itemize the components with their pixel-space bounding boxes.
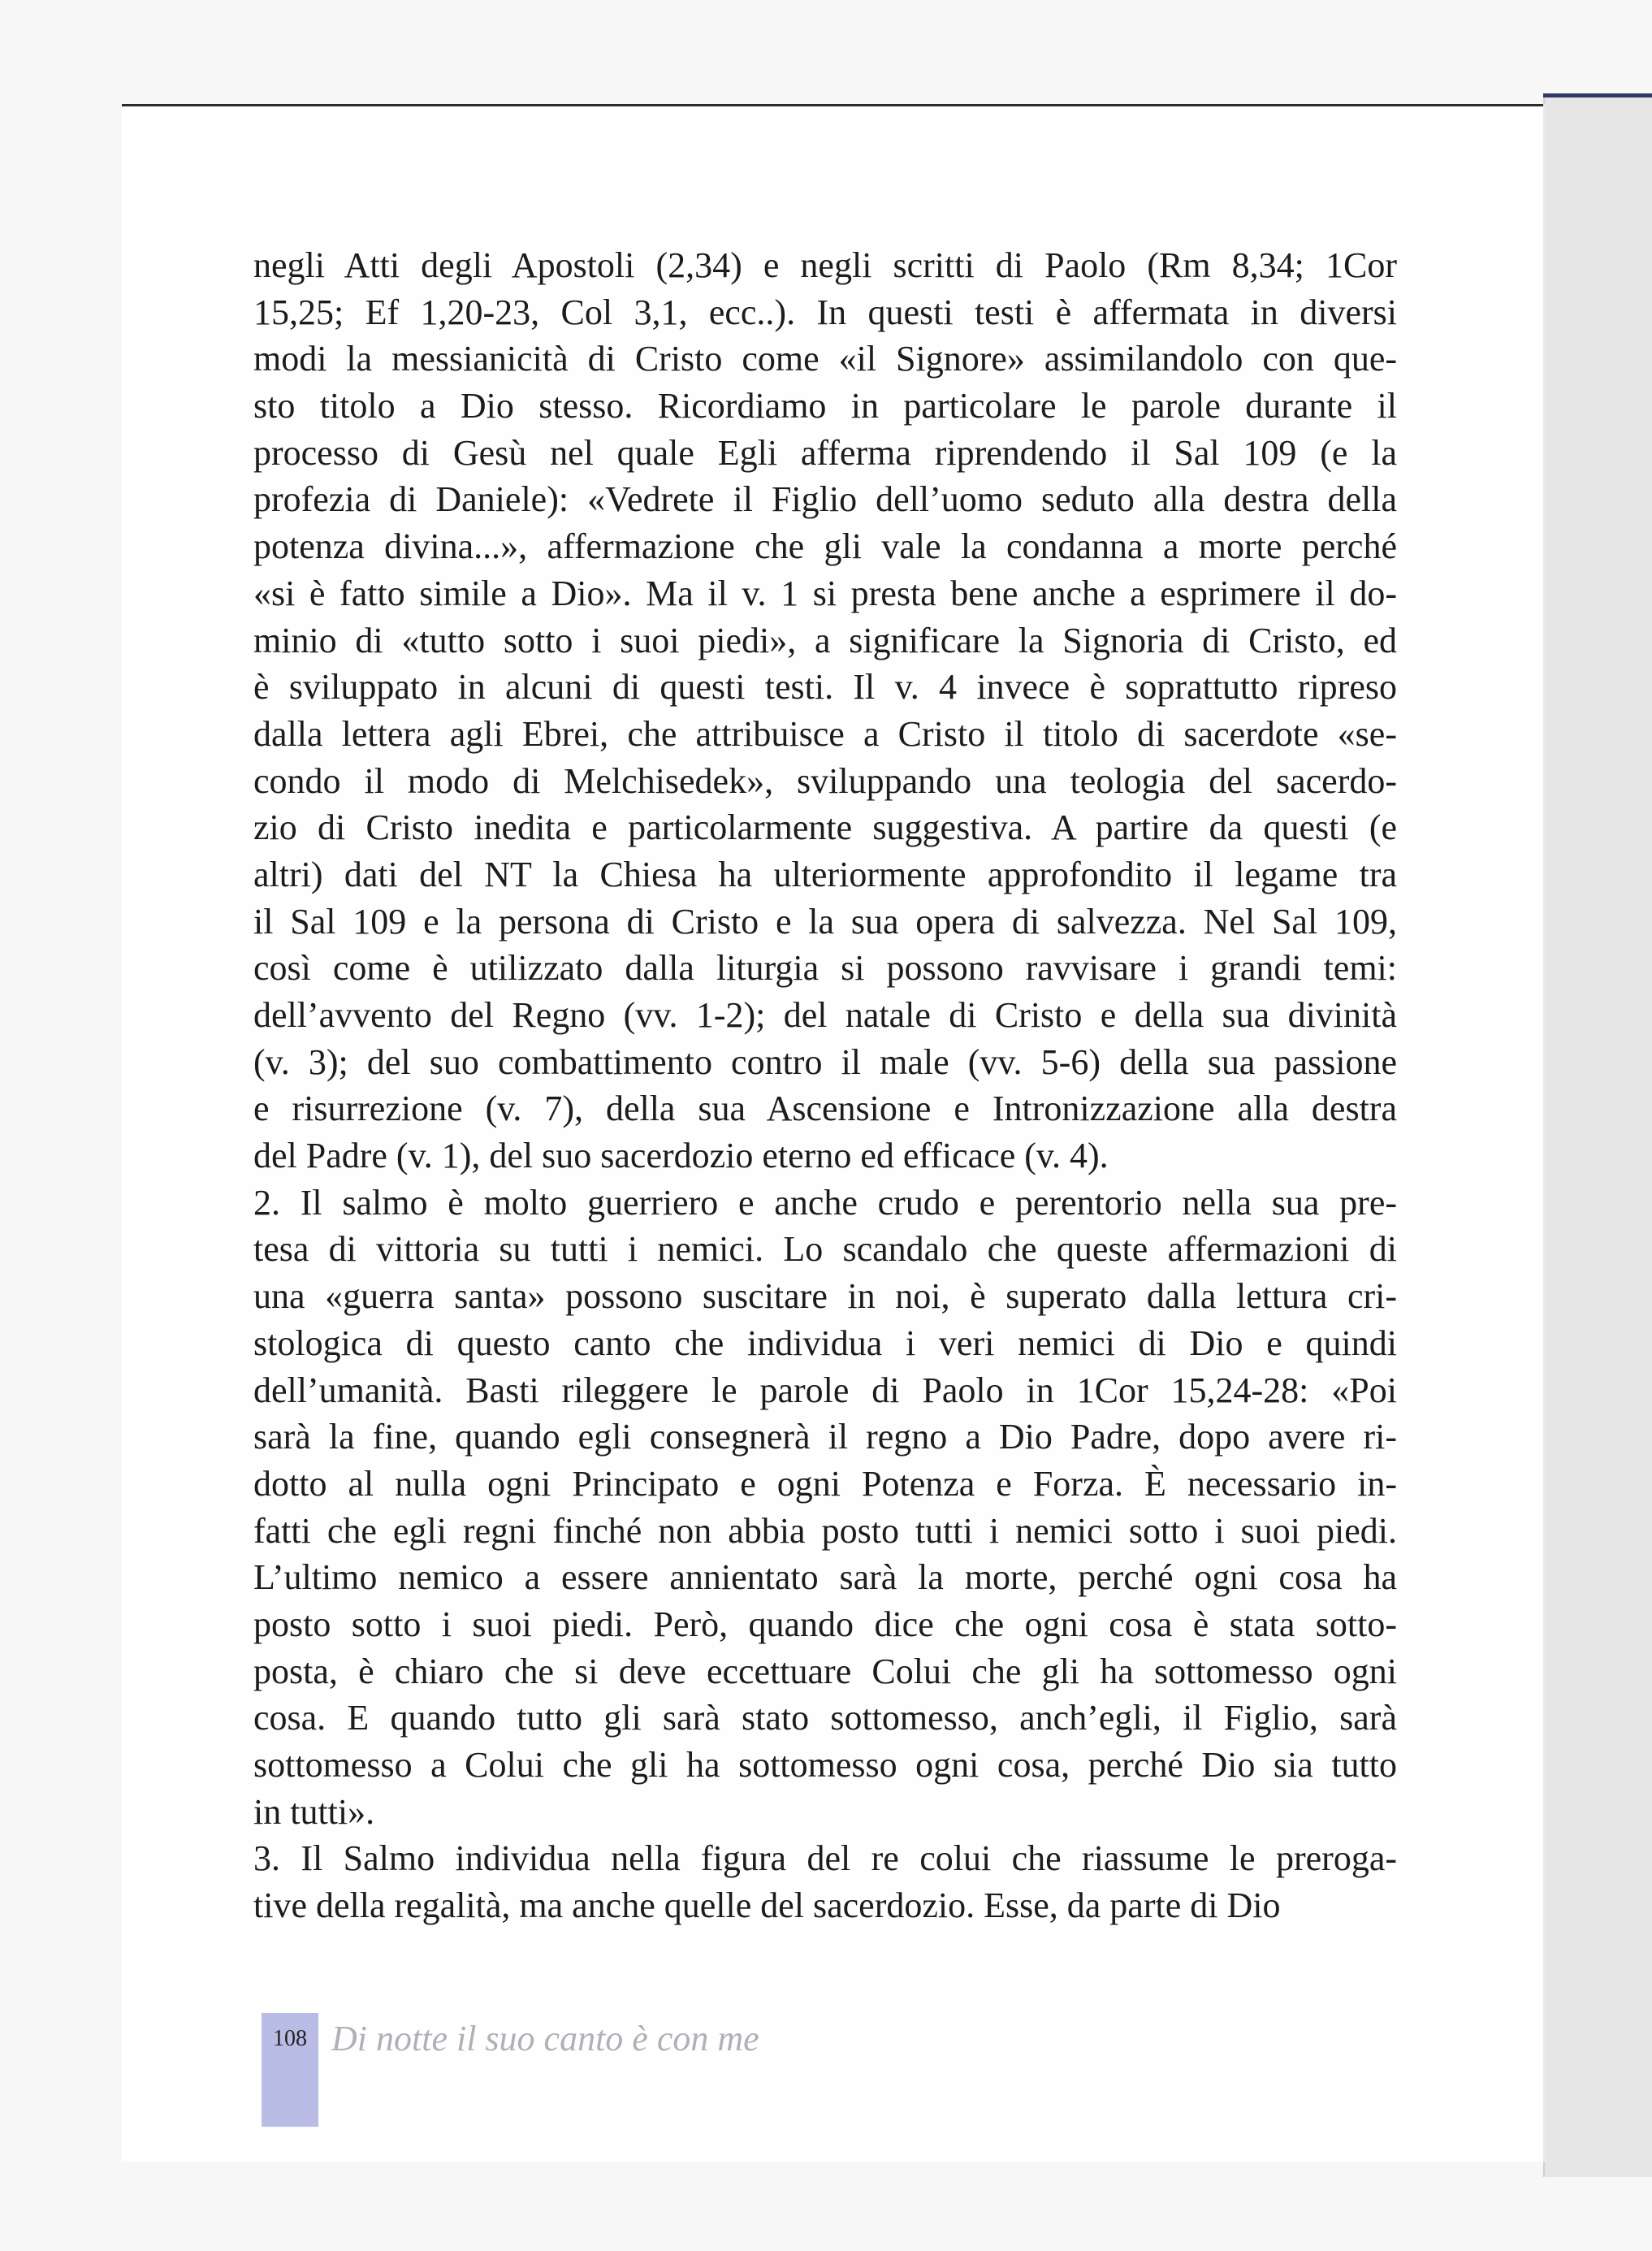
text-line: processo di Gesù nel quale Egli afferma riprendendo il Sal 109 (e la (253, 432, 1397, 473)
text-line: condo il modo di Melchisedek», sviluppando una teologia del sacerdo- (253, 760, 1397, 801)
text-line: in tutti». (253, 1791, 375, 1832)
text-line: del Padre (v. 1), del suo sacerdozio eterno ed efficace (v. 4). (253, 1136, 1109, 1176)
text-line: e risurrezione (v. 7), della sua Ascensione e Intronizzazione alla destra (253, 1089, 1397, 1129)
text-line: dalla lettera agli Ebrei, che attribuisce a Cristo il titolo di sacerdote «se- (253, 713, 1397, 754)
page-number: 108 (273, 2026, 307, 2051)
text-line: cosa. E quando tutto gli sarà stato sottomesso, anch’egli, il Figlio, sarà (253, 1698, 1397, 1738)
text-line: una «guerra santa» possono suscitare in noi, è superato dalla lettura cri- (253, 1276, 1397, 1317)
text-line: sottomesso a Colui che gli ha sottomesso ogni cosa, perché Dio sia tutto (253, 1745, 1397, 1785)
text-line: così come è utilizzato dalla liturgia si possono ravvisare i grandi temi: (253, 948, 1397, 989)
text-line: 2. Il salmo è molto guerriero e anche crudo e perentorio nella sua pre- (253, 1182, 1397, 1223)
text-line: tive della regalità, ma anche quelle del sacerdozio. Esse, da parte di Dio (253, 1885, 1281, 1926)
text-line: sto titolo a Dio stesso. Ricordiamo in particolare le parole durante il (253, 386, 1397, 426)
text-line: sarà la fine, quando egli consegnerà il regno a Dio Padre, dopo avere ri- (253, 1417, 1397, 1457)
text-line: posto sotto i suoi piedi. Però, quando dice che ogni cosa è stata sotto- (253, 1604, 1397, 1644)
text-line: dell’umanità. Basti rileggere le parole di Paolo in 1Cor 15,24-28: «Poi (253, 1370, 1397, 1410)
facing-page-edge (1543, 97, 1652, 2177)
text-line: (v. 3); del suo combattimento contro il male (vv. 5-6) della sua passione (253, 1041, 1397, 1082)
text-line: «si è fatto simile a Dio». Ma il v. 1 si presta bene anche a esprimere il do- (253, 573, 1397, 613)
text-line: negli Atti degli Apostoli (2,34) e negli scritti di Paolo (Rm 8,34; 1Cor (253, 245, 1397, 285)
text-line: potenza divina...», affermazione che gli vale la condanna a morte perché (253, 526, 1397, 567)
text-line: stologica di questo canto che individua i veri nemici di Dio e quindi (253, 1322, 1397, 1363)
text-line: 3. Il Salmo individua nella figura del re colui che riassume le preroga- (253, 1838, 1397, 1879)
text-line: tesa di vittoria su tutti i nemici. Lo scandalo che queste affermazioni di (253, 1229, 1397, 1270)
text-line: altri) dati del NT la Chiesa ha ulteriormente approfondito il legame tra (253, 854, 1397, 894)
running-title: Di notte il suo canto è con me (331, 2019, 759, 2058)
text-line: dotto al nulla ogni Principato e ogni Potenza e Forza. È necessario in- (253, 1463, 1397, 1504)
text-line: L’ultimo nemico a essere annientato sarà la morte, perché ogni cosa ha (253, 1557, 1397, 1598)
text-line: profezia di Daniele): «Vedrete il Figlio dell’uomo seduto alla destra della (253, 479, 1397, 520)
text-line: è sviluppato in alcuni di questi testi. Il v. 4 invece è soprattutto ripreso (253, 667, 1397, 708)
text-line: il Sal 109 e la persona di Cristo e la sua opera di salvezza. Nel Sal 109, (253, 901, 1397, 942)
text-line: posta, è chiaro che si deve eccettuare Colui che gli ha sottomesso ogni (253, 1651, 1397, 1691)
text-line: zio di Cristo inedita e particolarmente suggestiva. A partire da questi (e (253, 807, 1397, 848)
text-line: minio di «tutto sotto i suoi piedi», a significare la Signoria di Cristo, ed (253, 620, 1397, 660)
text-line: modi la messianicità di Cristo come «il Signore» assimilandolo con que- (253, 339, 1397, 379)
text-line: dell’avvento del Regno (vv. 1-2); del natale di Cristo e della sua divinità (253, 995, 1397, 1035)
body-text (253, 242, 1397, 1929)
text-line: fatti che egli regni finché non abbia posto tutti i nemici sotto i suoi piedi. (253, 1510, 1397, 1551)
text-line: 15,25; Ef 1,20-23, Col 3,1, ecc..). In questi testi è affermata in diversi (253, 292, 1397, 332)
